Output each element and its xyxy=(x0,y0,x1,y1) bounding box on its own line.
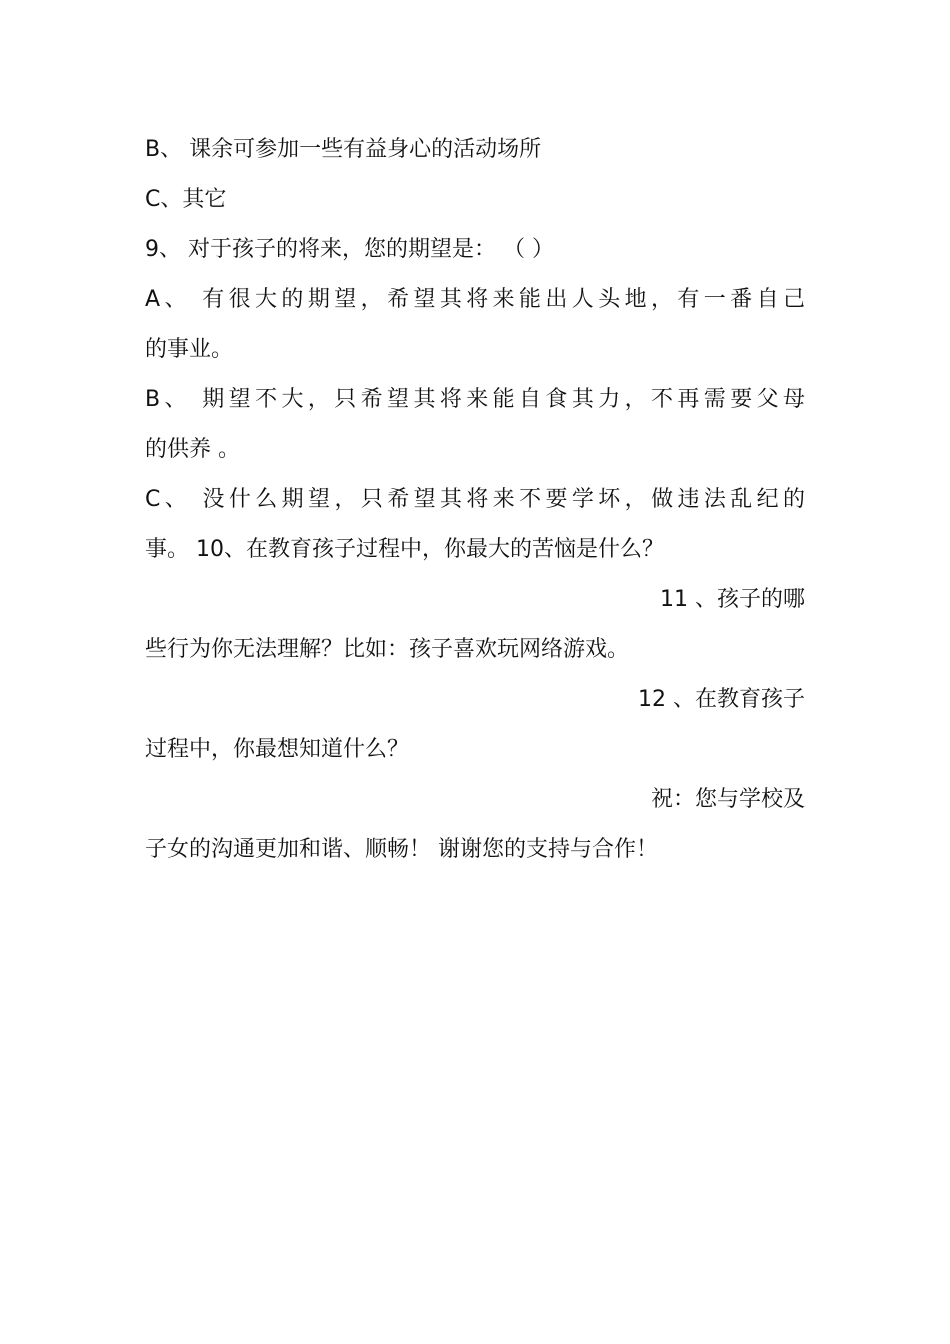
question-11-continued: 些行为你无法理解？比如：孩子喜欢玩网络游戏。 xyxy=(145,637,630,662)
option-c-q9: C、 没什么期望，只希望其将来不要学坏，做违法乱纪的 xyxy=(145,487,805,512)
question-12-continued: 过程中，你最想知道什么？ xyxy=(145,737,410,762)
option-c-q8: C、其它 xyxy=(145,187,227,212)
question-12: 12 、在教育孩子 xyxy=(638,687,805,712)
question-11: 11 、孩子的哪 xyxy=(660,587,805,612)
option-a-q9-continued: 的事业。 xyxy=(145,337,234,362)
question-9: 9、 对于孩子的将来，您的期望是： （ ） xyxy=(145,237,554,262)
option-b-q9-continued: 的供养 。 xyxy=(145,437,240,462)
closing-thanks: 子女的沟通更加和谐、顺畅！ 谢谢您的支持与合作！ xyxy=(145,837,658,862)
option-a-q9: A、 有很大的期望，希望其将来能出人头地，有一番自己 xyxy=(145,287,805,312)
question-10: 事。 10、在教育孩子过程中，你最大的苦恼是什么？ xyxy=(145,537,664,562)
option-b-q9: B、 期望不大，只希望其将来能自食其力，不再需要父母 xyxy=(145,387,805,412)
option-b-q8: B、 课余可参加一些有益身心的活动场所 xyxy=(145,137,542,162)
closing-wish: 祝：您与学校及 xyxy=(650,787,805,812)
